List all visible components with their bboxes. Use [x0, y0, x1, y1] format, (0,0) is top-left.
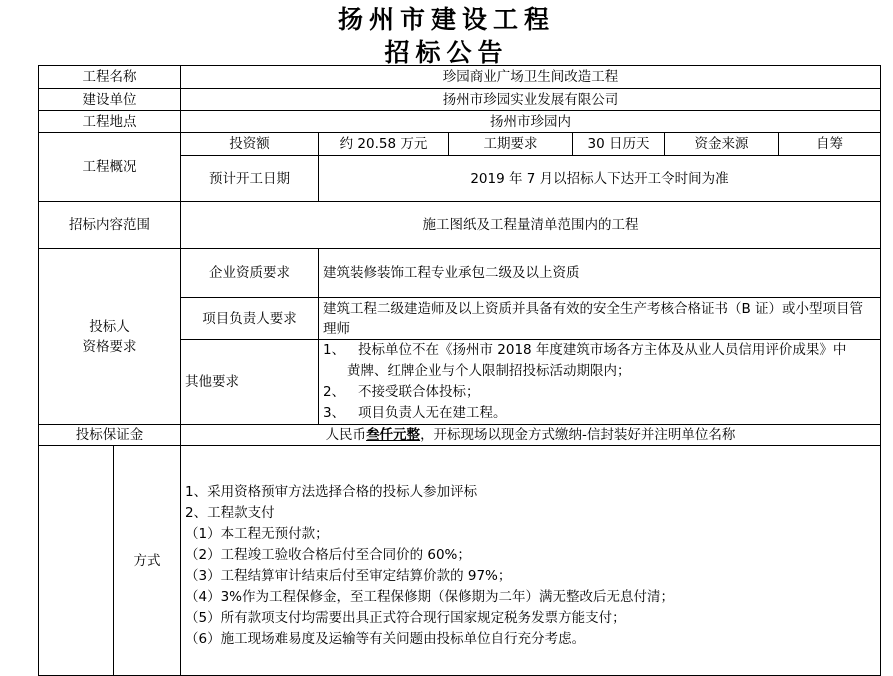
value-investment: 约 20.58 万元: [319, 133, 449, 156]
row-scope: [39, 202, 881, 249]
other-item: [323, 403, 876, 424]
method-item: （5）所有款项支付均需要出具正式符合现行国家规定税务发票方能支付；: [185, 609, 626, 626]
value-fund: 自筹: [779, 133, 881, 156]
label-manager-qualification: 项目负责人要求: [181, 298, 319, 340]
value-deposit: [181, 425, 881, 446]
label-qualification-line2: 资格要求: [82, 338, 137, 355]
item-number: 3、: [323, 405, 346, 421]
label-duration: 工期要求: [449, 133, 573, 156]
row-deposit: [39, 425, 881, 446]
label-qualification: [39, 249, 181, 425]
other-item: [323, 340, 876, 361]
label-investment: 投资额: [181, 133, 319, 156]
label-location: 工程地点: [39, 111, 181, 133]
row-overview: [39, 133, 881, 156]
item-text: 投标单位不在《扬州市 2018 年度建筑市场各方主体及从业人员信用评价成果》中: [357, 342, 847, 358]
value-scope: 施工图纸及工程量清单范围内的工程: [181, 202, 881, 249]
label-project-name: 工程名称: [39, 66, 181, 89]
other-item: [323, 382, 876, 403]
label-other-requirements: 其他要求: [181, 340, 319, 425]
label-fund: 资金来源: [665, 133, 779, 156]
blank-cell: [39, 446, 114, 676]
label-method: 方式: [114, 446, 181, 676]
tender-table: [38, 65, 881, 676]
method-item: （6）施工现场难易度及运输等有关问题由投标单位自行充分考虑。: [185, 630, 586, 647]
row-location: [39, 111, 881, 133]
value-other-requirements: [319, 340, 881, 425]
document-title: 扬州市建设工程: [337, 5, 555, 34]
method-item: 2、工程款支付: [185, 504, 275, 521]
method-item: （4）3%作为工程保修金，至工程保修期（保修期为二年）满无整改后无息付清；: [185, 588, 675, 605]
item-text: 不接受联合体投标；: [357, 384, 480, 400]
deposit-amount: 叁仟元整: [366, 427, 421, 443]
document-subtitle: 招标公告: [384, 38, 509, 67]
deposit-prefix: 人民币: [325, 427, 367, 443]
row-method: [39, 446, 881, 676]
other-item-continued: 黄牌、红牌企业与个人限制招投标活动期限内；: [347, 363, 631, 379]
label-company-qualification: 企业资质要求: [181, 249, 319, 298]
label-overview: 工程概况: [39, 133, 181, 202]
value-manager-qualification: 建筑工程二级建造师及以上资质并具备有效的安全生产考核合格证书（B 证）或小型项目管理师: [319, 298, 881, 340]
label-owner: 建设单位: [39, 89, 181, 111]
value-company-qualification: 建筑装修装饰工程专业承包二级及以上资质: [319, 249, 881, 298]
value-location: 扬州市珍园内: [181, 111, 881, 133]
method-item: （1）本工程无预付款；: [185, 525, 329, 542]
row-project-name: [39, 66, 881, 89]
label-scope: 招标内容范围: [39, 202, 181, 249]
item-number: 2、: [323, 384, 346, 400]
deposit-suffix: ，开标现场以现金方式缴纳-信封装好并注明单位名称: [420, 427, 736, 443]
value-start-date: 2019 年 7 月以招标人下达开工令时间为准: [319, 156, 881, 202]
method-item: （3）工程结算审计结束后付至审定结算价款的 97%；: [185, 567, 512, 584]
value-project-name: 珍园商业广场卫生间改造工程: [181, 66, 881, 89]
label-deposit: 投标保证金: [39, 425, 181, 446]
item-text: 项目负责人无在建工程。: [357, 405, 507, 421]
method-item: （2）工程竣工验收合格后付至合同价的 60%；: [185, 546, 471, 563]
row-company-qualification: [39, 249, 881, 298]
item-number: 1、: [323, 342, 346, 358]
label-start-date: 预计开工日期: [181, 156, 319, 202]
value-owner: 扬州市珍园实业发展有限公司: [181, 89, 881, 111]
label-qualification-line1: 投标人: [89, 318, 130, 335]
value-duration: 30 日历天: [573, 133, 665, 156]
method-item: 1、采用资格预审方法选择合格的投标人参加评标: [185, 483, 478, 500]
value-method: [181, 446, 881, 676]
row-owner: [39, 89, 881, 111]
